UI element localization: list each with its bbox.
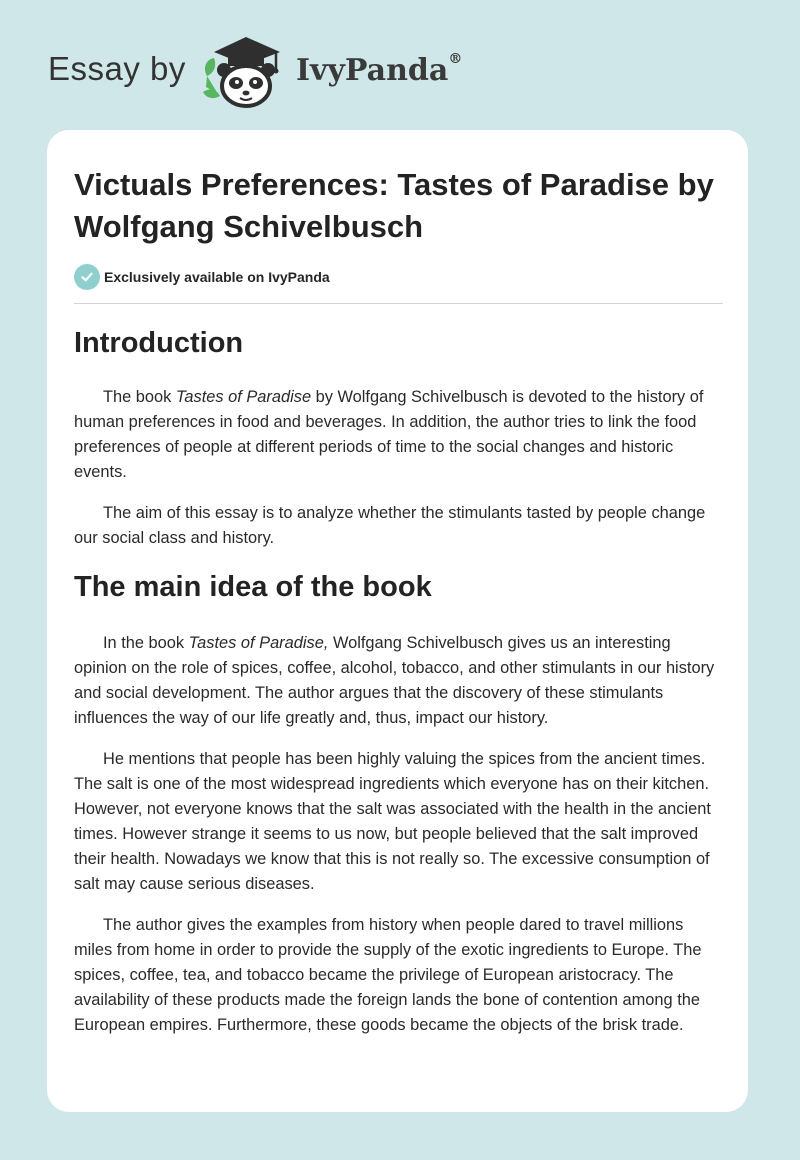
section-heading-main-idea: The main idea of the book: [74, 571, 432, 603]
panda-graduate-logo-icon[interactable]: [200, 34, 292, 110]
paragraph-text: In the book: [103, 634, 189, 652]
paragraph-text: Wolfgang Schivelbusch gives us an interesting opinion on the role of spices, coffee, alcohol, tobacco, and other stimulants in our history and social development. The author argues that the discovery of these stimulants influences the way of our life greatly and, thus, impact our history.: [74, 634, 715, 727]
site-header: [0, 0, 800, 125]
paragraph: The author gives the examples from history when people dared to travel millions miles from home in order to provide the supply of the exotic ingredients to Europe. The spices, coffee, tea, and tobacco became the privilege of European aristocracy. The availability of these products made the foreign lands the bone of contention among the European empires. Furthermore, these goods became the objects of the brisk trade.: [74, 916, 702, 1034]
essay-card: [47, 130, 748, 1112]
paragraph: [74, 385, 724, 485]
essay-title: Victuals Preferences: Tastes of Paradise by Wolfgang Schivelbusch: [74, 167, 714, 244]
exclusive-badge-text: Exclusively available on IvyPanda: [104, 269, 330, 285]
essay-body: [74, 320, 724, 1038]
leaf-icon: [203, 58, 220, 98]
essay-by-label: Essay by: [48, 50, 186, 87]
brand-name[interactable]: [296, 53, 462, 88]
paragraph-text: by Wolfgang Schivelbusch is devoted to the history of human preferences in food and beverages. In addition, the author tries to link the food preferences of people at different periods of time to the social changes and historic events.: [74, 388, 704, 481]
book-title: Tastes of Paradise: [175, 388, 312, 406]
paragraph: The aim of this essay is to analyze whether the stimulants tasted by people change our social class and history.: [74, 504, 706, 547]
check-icon: [74, 264, 100, 290]
divider: [74, 303, 723, 304]
trademark-sign: ®: [448, 51, 463, 67]
paragraph-text: The book: [103, 388, 176, 406]
exclusive-badge: [74, 264, 330, 290]
section-heading-introduction: Introduction: [74, 327, 244, 359]
brand-text: IvyPanda: [296, 53, 449, 88]
paragraph: [74, 631, 724, 731]
book-title: Tastes of Paradise,: [188, 634, 329, 652]
paragraph: He mentions that people has been highly valuing the spices from the ancient times. The salt is one of the most widespread ingredients which everyone has on their kitchen. However, not everyone knows that the salt was associated with the health in the ancient times. However strange it seems to us now, but people believed that the salt improved their health. Nowadays we know that this is not really so. The excessive consumption of salt may cause serious diseases.: [74, 750, 711, 893]
